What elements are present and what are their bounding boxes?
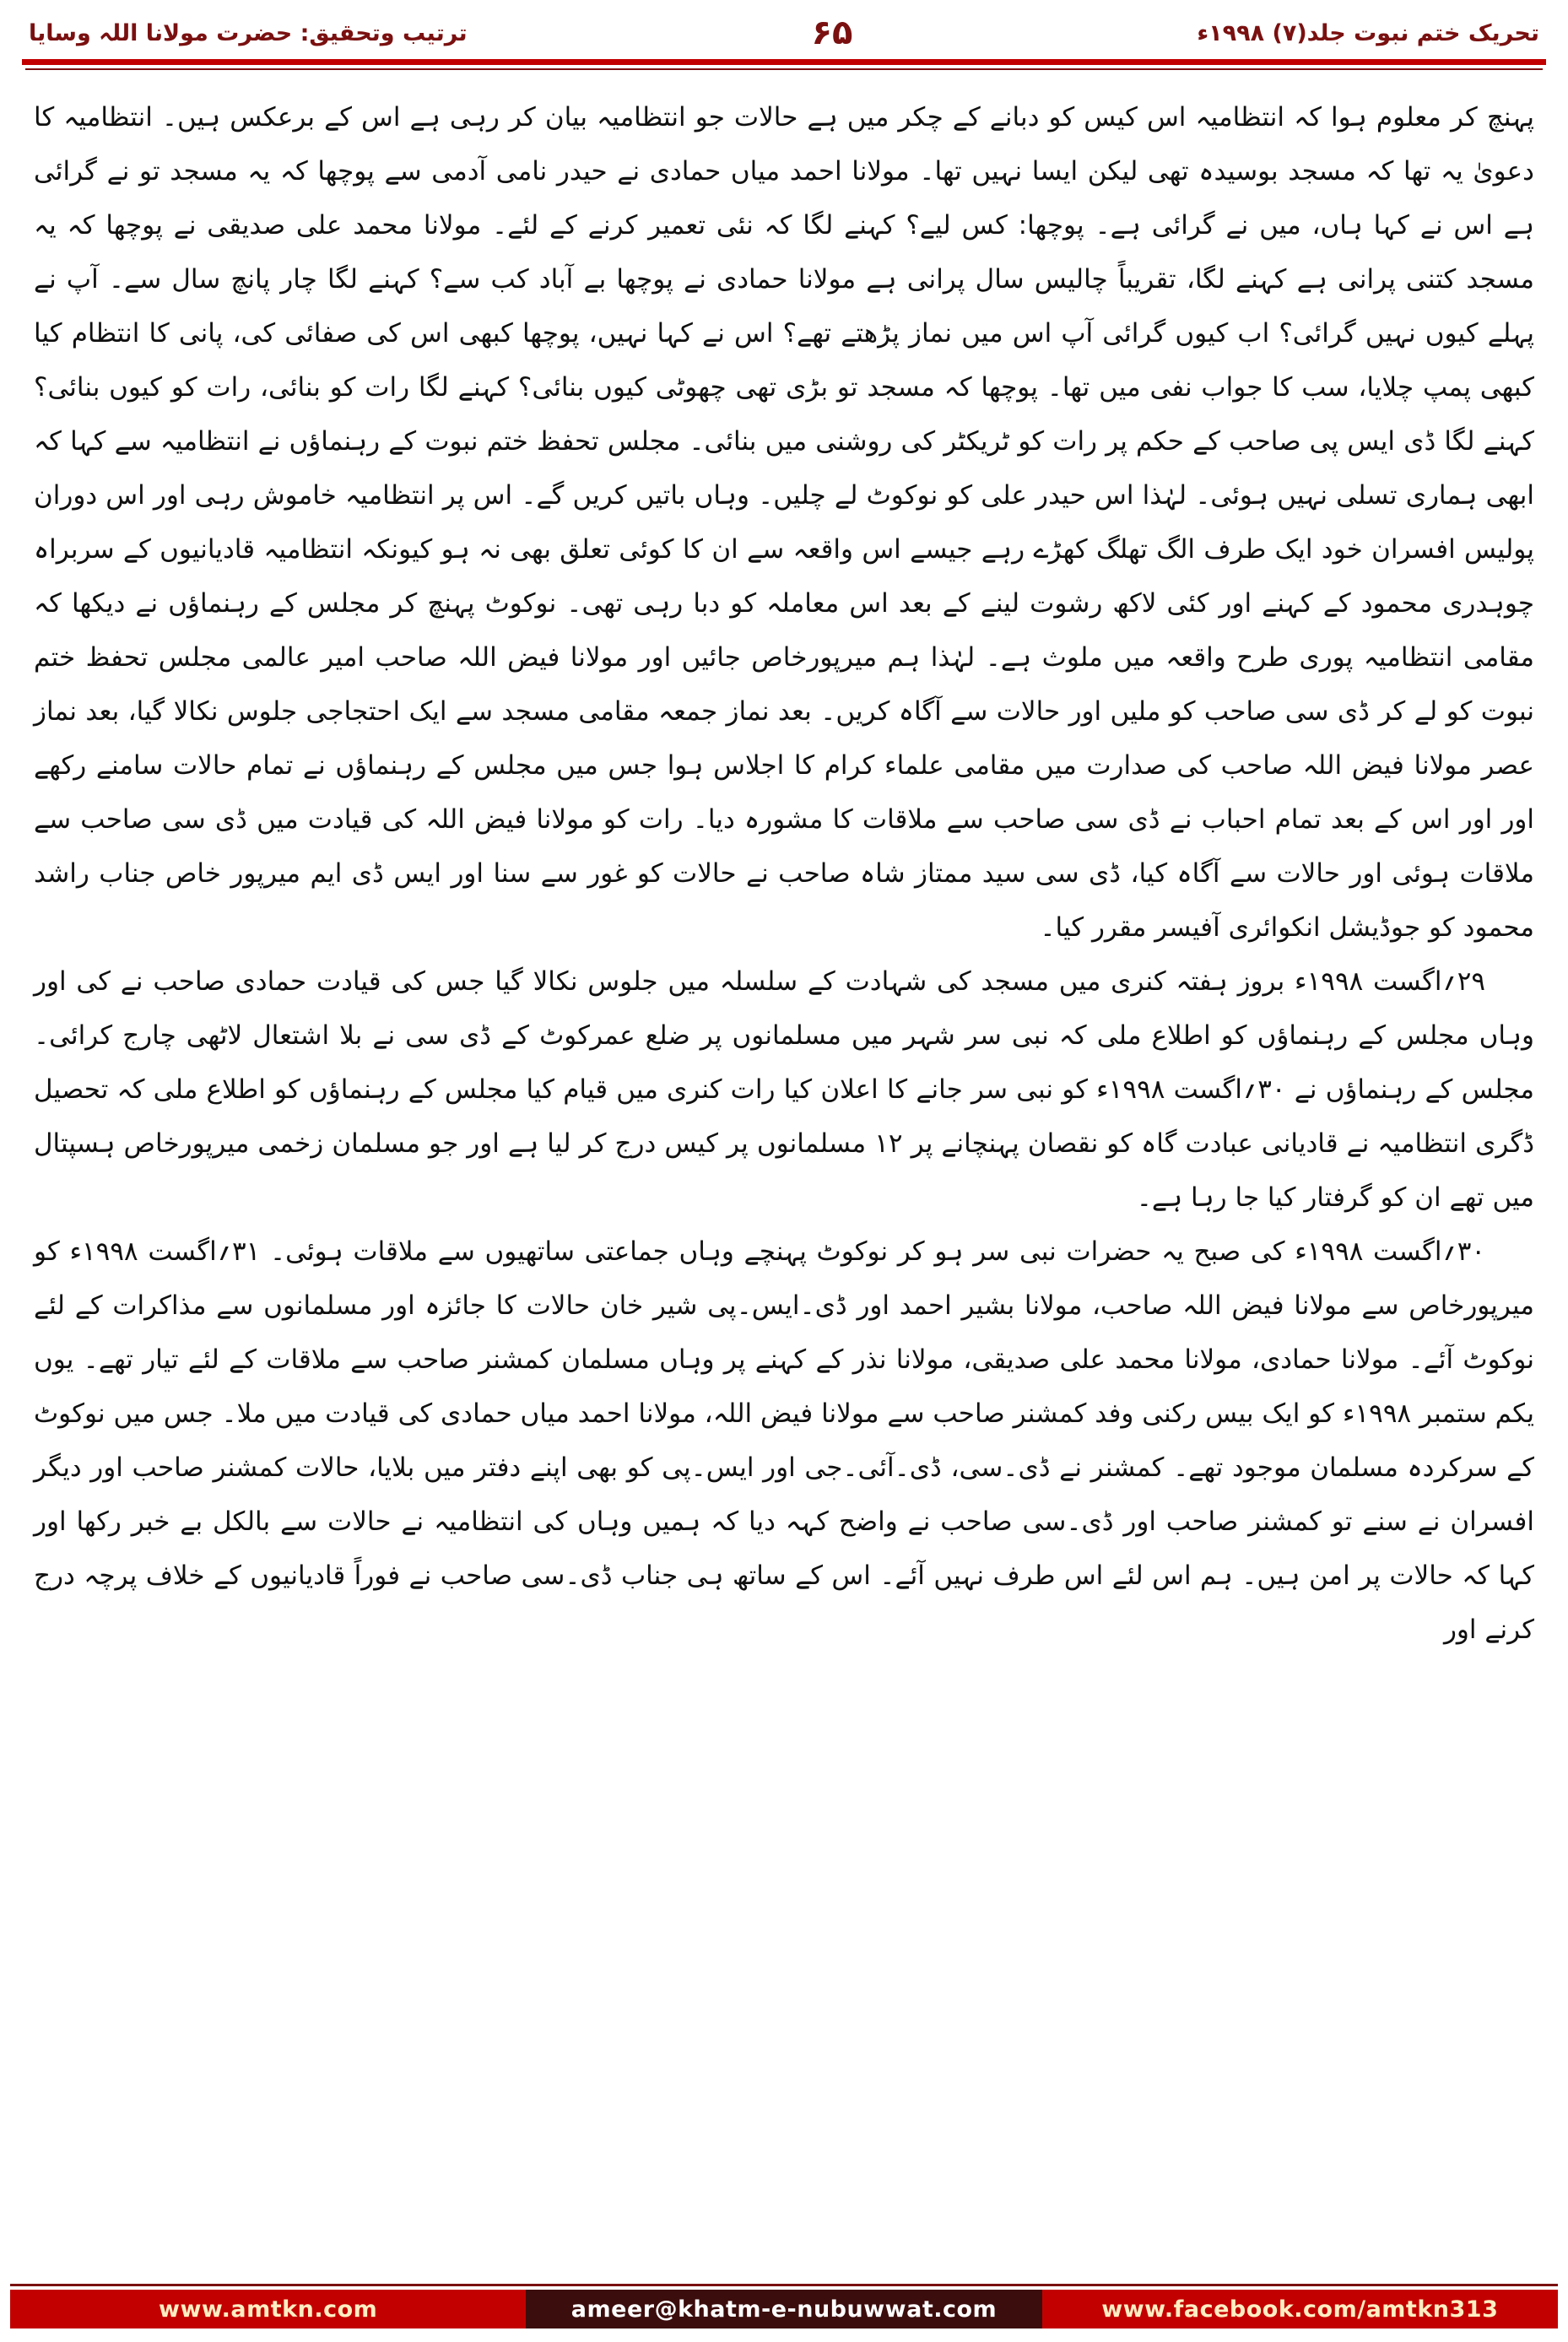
paragraph-2: ۲۹؍اگست ۱۹۹۸ء بروز ہفتہ کنری میں مسجد کی شہادت کے سلسلہ میں جلوس نکالا گیا جس کی قیادت حمادی صاحب نے کی اور وہاں مجلس کے رہنماؤں کو اطلاع ملی کہ نبی سر شہر میں مسلمانوں پر ضلع عمرکوٹ کے ڈی سی نے بلا اشتعال لاٹھی چارج کرائی۔ مجلس کے رہنماؤں نے ۳۰؍اگست ۱۹۹۸ء کو نبی سر جانے کا اعلان کیا رات کنری میں قیام کیا مجلس کے رہنماؤں کو اطلاع ملی کہ تحصیل ڈگری انتظامیہ نے قادیانی عبادت گاہ کو نقصان پہنچانے پر ۱۲ مسلمانوں پر کیس درج کر لیا ہے اور جو مسلمان زخمی میرپورخاص ہسپتال میں تھے ان کو گرفتار کیا جا رہا ہے۔ xyxy=(34,966,1535,1213)
footer-divider-rule xyxy=(10,2284,1558,2286)
header-divider-rule xyxy=(22,59,1546,68)
body-text xyxy=(0,68,1568,1657)
paragraph-3: ۳۰؍اگست ۱۹۹۸ء کی صبح یہ حضرات نبی سر ہو کر نوکوٹ پہنچے وہاں جماعتی ساتھیوں سے ملاقات ہوئی۔ ۳۱؍اگست ۱۹۹۸ء کو میرپورخاص سے مولانا فیض اللہ صاحب، مولانا بشیر احمد اور ڈی۔ایس۔پی شیر خان حالات کا جائزہ اور مسلمانوں سے مذاکرات کے لئے نوکوٹ آئے۔ مولانا حمادی، مولانا محمد علی صدیقی، مولانا نذر کے کہنے پر وہاں مسلمان کمشنر صاحب سے ملاقات کے لئے تیار تھے۔ یوں یکم ستمبر ۱۹۹۸ء کو ایک بیس رکنی وفد کمشنر صاحب سے مولانا فیض اللہ، مولانا احمد میاں حمادی کی قیادت میں ملا۔ جس میں نوکوٹ کے سرکردہ مسلمان موجود تھے۔ کمشنر نے ڈی۔سی، ڈی۔آئی۔جی اور ایس۔پی کو بھی اپنے دفتر میں بلایا، حالات کمشنر صاحب اور دیگر افسران نے سنے تو کمشنر صاحب اور ڈی۔سی صاحب نے واضح کہہ دیا کہ ہمیں وہاں کی انتظامیہ نے حالات سے بالکل بے خبر رکھا اور کہا کہ حالات پر امن ہیں۔ ہم اس لئے اس طرف نہیں آئے۔ اس کے ساتھ ہی جناب ڈی۔سی صاحب نے فوراً قادیانیوں کے خلاف پرچہ درج کرنے اور xyxy=(34,1236,1534,1645)
page-number: ۶۵ xyxy=(811,14,853,52)
page-header xyxy=(0,0,1568,56)
header-title-right: تحریک ختم نبوت جلد(۷) ۱۹۹۸ء xyxy=(1197,19,1539,46)
footer-facebook-link: www.facebook.com/amtkn313 xyxy=(1042,2290,1558,2328)
footer-email-address: ameer@khatm-e-nubuwwat.com xyxy=(526,2290,1041,2328)
footer-website-link: www.amtkn.com xyxy=(10,2290,526,2328)
paragraph-1: پہنچ کر معلوم ہوا کہ انتظامیہ اس کیس کو دبانے کے چکر میں ہے حالات جو انتظامیہ بیان کر رہی ہے اس کے برعکس ہیں۔ انتظامیہ کا دعویٰ یہ تھا کہ مسجد بوسیدہ تھی لیکن ایسا نہیں تھا۔ مولانا احمد میاں حمادی نے حیدر نامی آدمی سے پوچھا کہ یہ مسجد تو نے گرائی ہے اس نے کہا ہاں، میں نے گرائی ہے۔ پوچھا: کس لیے؟ کہنے لگا کہ نئی تعمیر کرنے کے لئے۔ مولانا محمد علی صدیقی نے پوچھا کہ یہ مسجد کتنی پرانی ہے کہنے لگا، تقریباً چالیس سال پرانی ہے مولانا حمادی نے پوچھا بے آباد کب سے؟ کہنے لگا چار پانچ سال سے۔ آپ نے پہلے کیوں نہیں گرائی؟ اب کیوں گرائی آپ اس میں نماز پڑھتے تھے؟ اس نے کہا نہیں، پوچھا کبھی اس کی صفائی کی، پانی کا انتظام کیا کبھی پمپ چلایا، سب کا جواب نفی میں تھا۔ پوچھا کہ مسجد تو بڑی تھی چھوٹی کیوں بنائی؟ کہنے لگا رات کو بنائی، رات کو کیوں بنائی؟ کہنے لگا ڈی ایس پی صاحب کے حکم پر رات کو ٹریکٹر کی روشنی میں بنائی۔ مجلس تحفظ ختم نبوت کے رہنماؤں نے انتظامیہ سے کہا کہ ابھی ہماری تسلی نہیں ہوئی۔ لہٰذا اس حیدر علی کو نوکوٹ لے چلیں۔ وہاں باتیں کریں گے۔ اس پر انتظامیہ خاموش رہی اور اس دوران پولیس افسران خود ایک طرف الگ تھلگ کھڑے رہے جیسے اس واقعہ سے ان کا کوئی تعلق بھی نہ ہو کیونکہ انتظامیہ قادیانیوں کے سربراہ چوہدری محمود کے کہنے اور کئی لاکھ رشوت لینے کے بعد اس معاملہ کو دبا رہی تھی۔ نوکوٹ پہنچ کر مجلس کے رہنماؤں نے دیکھا کہ مقامی انتظامیہ پوری طرح واقعہ میں ملوث ہے۔ لہٰذا ہم میرپورخاص جائیں اور مولانا فیض اللہ صاحب امیر عالمی مجلس تحفظ ختم نبوت کو لے کر ڈی سی صاحب کو ملیں اور حالات سے آگاہ کریں۔ بعد نماز جمعہ مقامی مسجد سے ایک احتجاجی جلوس نکالا گیا، بعد نماز عصر مولانا فیض اللہ صاحب کی صدارت میں مقامی علماء کرام کا اجلاس ہوا جس میں مجلس کے رہنماؤں نے تمام حالات سامنے رکھے اور اور اس کے بعد تمام احباب نے ڈی سی صاحب سے ملاقات کا مشورہ دیا۔ رات کو مولانا فیض اللہ کی قیادت میں ڈی سی صاحب سے ملاقات ہوئی اور حالات سے آگاہ کیا، ڈی سی سید ممتاز شاہ صاحب نے حالات کو غور سے سنا اور ایس ڈی ایم میرپور خاص جناب راشد محمود کو جوڈیشل انکوائری آفیسر مقرر کیا۔ xyxy=(34,102,1534,943)
header-title-left: ترتیب وتحقیق: حضرت مولانا اللہ وسایا xyxy=(29,19,468,46)
page-footer xyxy=(0,2284,1568,2328)
footer-bars xyxy=(10,2290,1558,2328)
